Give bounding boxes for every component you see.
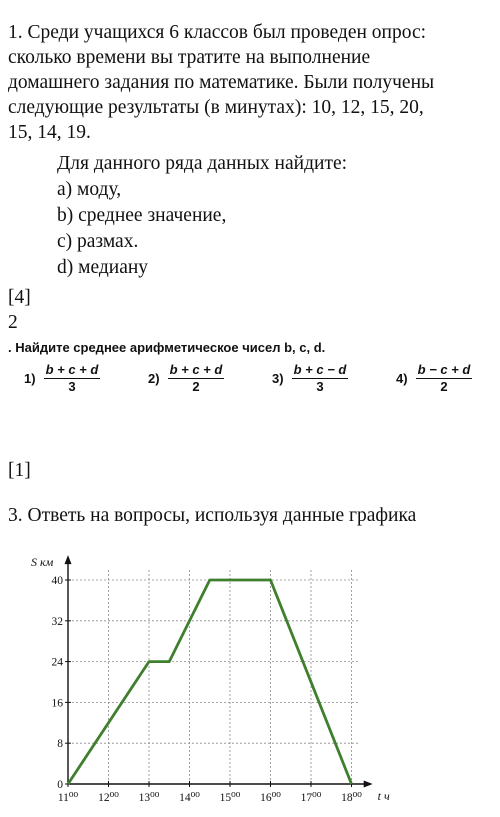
- chart-grid: [68, 570, 360, 784]
- q1-line-2: сколько времени вы тратите на выполнение: [8, 47, 371, 68]
- x-axis-label: t ч: [377, 789, 390, 803]
- x-tick-label: 12⁰⁰: [98, 792, 119, 804]
- q2-option-1-denominator: 3: [68, 379, 76, 394]
- q2-option-2-number: 2): [148, 371, 160, 386]
- q2-option-4-fraction: [416, 362, 473, 395]
- q2-number: 2: [8, 312, 18, 333]
- q2-option-2-denominator: 2: [192, 379, 200, 394]
- q1-item-c: с) размах.: [57, 231, 139, 252]
- y-tick-label: 24: [51, 656, 63, 669]
- q2-option-3-number: 3): [272, 371, 284, 386]
- q1-line-4: следующие результаты (в минутах): 10, 12, 15, 20,: [8, 97, 424, 118]
- y-axis-label: S км: [31, 555, 54, 570]
- x-tick-label: 11⁰⁰: [57, 792, 79, 804]
- q2-option-1: [24, 362, 100, 395]
- q2-score: [1]: [8, 460, 31, 481]
- q1-item-d: d) медиану: [57, 257, 149, 278]
- q2-option-3-numerator: b + c − d: [293, 362, 347, 377]
- q2-option-1-fraction: [44, 362, 101, 395]
- q1-line-3: домашнего задания по математике. Были получены: [8, 72, 435, 93]
- y-tick-label: 0: [57, 779, 63, 791]
- q2-option-2-fraction: [168, 362, 225, 395]
- q1-item-a: а) моду,: [57, 179, 122, 200]
- q1-item-b: b) среднее значение,: [57, 205, 227, 226]
- q3-title: 3. Ответь на вопросы, используя данные графика: [8, 505, 417, 526]
- q2-option-3-denominator: 3: [316, 379, 324, 394]
- q2-option-4: [396, 362, 472, 395]
- y-tick-label: 16: [51, 697, 63, 710]
- x-tick-label: 16⁰⁰: [260, 792, 281, 804]
- chart-series: [68, 580, 352, 784]
- q2-option-3-fraction: [292, 362, 349, 395]
- distance-line: [68, 580, 352, 784]
- q2-option-1-numerator: b + c + d: [45, 362, 99, 377]
- x-tick-label: 14⁰⁰: [179, 792, 200, 804]
- chart-ticks: [52, 575, 363, 804]
- q2-option-4-denominator: 2: [440, 379, 448, 394]
- x-tick-label: 15⁰⁰: [219, 792, 241, 804]
- y-tick-label: 32: [51, 615, 63, 628]
- x-tick-label: 18⁰⁰: [341, 792, 362, 804]
- y-axis-arrow: [65, 555, 72, 564]
- q2-title: . Найдите среднее арифметическое чисел b, c, d.: [8, 340, 326, 355]
- x-tick-label: 17⁰⁰: [300, 792, 322, 804]
- q2-option-2-numerator: b + c + d: [169, 362, 223, 377]
- q1-task-intro: Для данного ряда данных найдите:: [57, 153, 348, 174]
- x-axis-arrow: [364, 781, 373, 788]
- y-tick-label: 8: [57, 738, 63, 751]
- q2-option-3: [272, 362, 348, 395]
- chart-axes: [31, 555, 390, 803]
- q1-line-5: 15, 14, 19.: [8, 122, 91, 143]
- x-tick-label: 13⁰⁰: [138, 792, 160, 804]
- q2-option-4-number: 4): [396, 371, 408, 386]
- y-tick-label: 40: [51, 575, 63, 587]
- q1-score: [4]: [8, 287, 31, 308]
- q1-line-1: 1. Среди учащихся 6 классов был проведен опрос:: [8, 22, 427, 43]
- distance-time-chart: [0, 535, 500, 817]
- q2-option-4-numerator: b − c + d: [417, 362, 471, 377]
- q2-option-1-number: 1): [24, 371, 36, 386]
- q2-option-2: [148, 362, 224, 395]
